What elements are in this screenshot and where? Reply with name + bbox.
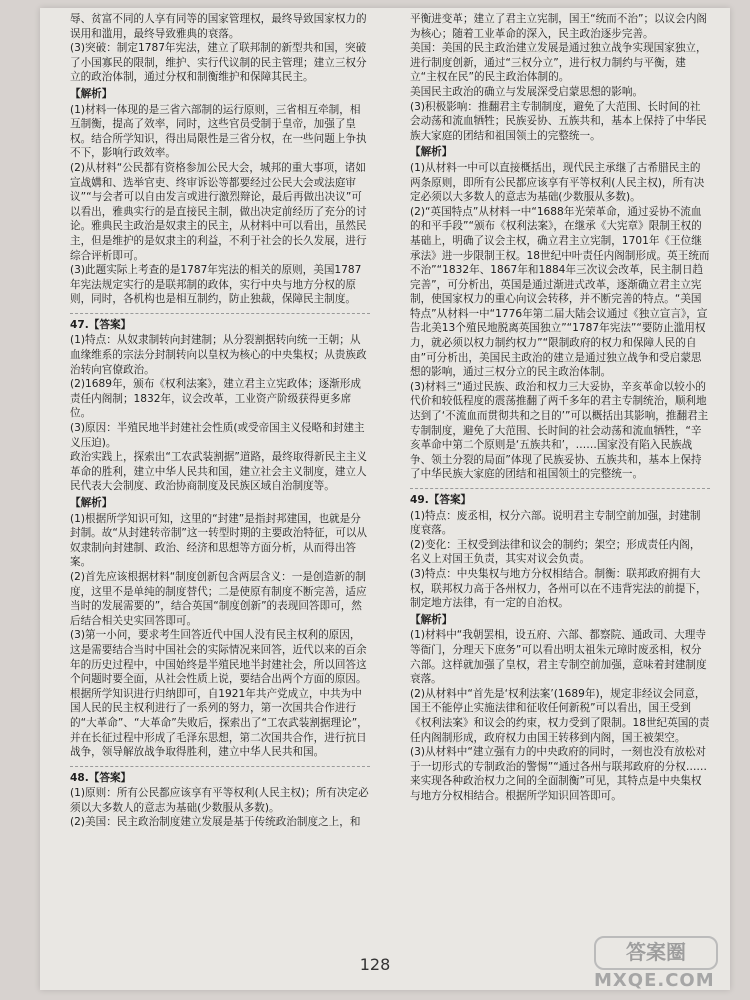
left-column (70, 12, 370, 830)
watermark-brand: 答案圈 (594, 936, 718, 970)
q47-heading (70, 318, 370, 333)
q47-analysis-2: (2)首先应该根据材料“制度创新包含两层含义：一是创造新的制度，这里不是单纯的制度替代；二是使原有制度不断完善，适应当时的发展需要的”，结合英国“制度创新”的表现回答即可，然后结合相关史实回答即可。 (70, 570, 367, 627)
q48-analysis-2: (2)“英国特点”从材料一中“1688年光荣革命，通过妥协不流血的和平手段”“颁布《权利法案》，在继承《大宪章》限制王权的基础上，明确了议会主权，确立君主立宪制，1701年《王位继承法》进一步限制王权。18世纪中叶责任内阁制形成。英王统而不治”“1832年、1867年和1884年三次议会改革，民主制日趋完善”，可分析出，英国是通过渐进式改革，逐渐确立君主立宪制，使国家权力的重心向议会转移，并不断完善的特点。“美国特点”从材料一中“1776年第二届大陆会议通过《独立宣言》，宣告北美13个殖民地脱离英国独立”“1787年宪法”“要防止滥用权力，就必须以权力制约权力”“限制政府的权力和保障人民的自由”可分析出，美国民主政治的建立是通过独立战争和受启蒙思想的影响，通过三权分立的民主政治体制。 (410, 205, 710, 379)
q46-analysis-3: (3)此题实际上考查的是1787年宪法的相关的原则，美国1787年宪法规定实行的是联邦制的政体，实行中央与地方分权的原则，同时，各机构也是相互制约，防止独裁，保障民主制度。 (70, 264, 362, 306)
q49-analysis-label: 【解析】 (410, 613, 453, 626)
q47-analysis-1: (1)根据所学知识可知，这里的“封建”是指封邦建国，也就是分封制。故“从封建转帝制”这一转型时期的主要政治特征，可以从奴隶制向封建制、政治、经济和思想等方面分析，从而得出答案。 (70, 512, 368, 569)
q48-answer-cont-3: 美国民主政治的确立与发展深受启蒙思想的影响。 (410, 85, 644, 98)
q47-answer-label: 【答案】 (88, 318, 132, 331)
q48-number: 48. (70, 771, 89, 784)
q46-analysis-label: 【解析】 (70, 87, 113, 100)
q49-analysis-2: (2)从材料中“首先是‘权利法案’(1689年)，规定非经议会同意，国王不能停止实施法律和征收任何新税”可以看出，国王受到《权利法案》和议会的约束，权力受到了限制。18世纪英国的责任内阁制形成，政府权力由国王转移到内阁，国王被架空。 (410, 687, 710, 744)
watermark-url: MXQE.COM (594, 970, 715, 991)
q48-answer-label: 【答案】 (88, 771, 132, 784)
q49-heading (410, 493, 710, 508)
q49-answer-3: (3)特点：中央集权与地方分权相结合。制衡：联邦政府拥有大权，联邦权力高于各州权力，各州可以在不违背宪法的前提下，制定地方法律，有一定的自治权。 (410, 567, 707, 610)
q48-answer-cont-2: 美国：美国的民主政治建立发展是通过独立战争实现国家独立，进行制度创新，通过“三权分立”，进行权力制约与平衡，建立“主权在民”的民主政治体制的。 (410, 42, 707, 84)
q47-answer-1: (1)特点：从奴隶制转向封建制；从分裂割据转向统一王朝；从血缘维系的宗法分封制转向以皇权为核心的中央集权；从贵族政治转向官僚政治。 (70, 334, 367, 376)
q49-answer-label: 【答案】 (428, 494, 472, 506)
separator (70, 313, 370, 314)
q48-analysis-1: (1)从材料一中可以直接概括出，现代民主承继了古希腊民主的两条原则，即所有公民都应该享有平等权利(人民主权)，所有决定必须以大多数人的意志为基础(少数服从多数)。 (410, 161, 705, 204)
q47-answer-4: 政治实践上，探索出“工农武装割据”道路，最终取得新民主主义革命的胜利，建立中华人民共和国，建立社会主义制度，建立人民代表大会制度、政治协商制度及民族区域自治制度等。 (70, 451, 368, 493)
q49-analysis-1: (1)材料中“我朝罢相，设五府、六部、都察院、通政司、大理寺等衙门，分理天下庶务”可以看出明太祖朱元璋时废丞相，权分六部。这样就加强了皇权，君主专制空前加强，意味着封建制度衰落。 (410, 629, 707, 686)
q48-heading (70, 771, 370, 786)
separator (70, 766, 370, 767)
q47-answer-2: (2)1689年，颁布《权利法案》，建立君主立宪政体；逐渐形成责任内阁制；1832年，议会改革，工业资产阶级获得更多席位。 (70, 378, 361, 420)
q47-number: 47. (70, 318, 89, 331)
q46-answer-part-2: 辱、贫富不同的人享有同等的国家管理权，最终导致国家权力的误用和滥用，最终导致雅典的衰落。 (70, 13, 367, 40)
q48-answer-cont-1: 平衡进变革；建立了君主立宪制，国王“统而不治”；以议会内阁为核心；随着工业革命的深入，民主政治逐步完善。 (410, 13, 708, 40)
q47-analysis-3: (3)第一小问，要求考生回答近代中国人没有民主权利的原因，这是需要结合当时中国社会的实际情况来回答，近代以来的百余年的历史过程中，中国始终是半殖民地半封建社会，所以回答这个问题时要全面，从社会性质上说，要结合出两个方面的原因。根据所学知识进行归纳即可，自1921年共产党成立，中共为中国人民的民主权利进行了一系列的努力，第一次国共合作进行的“大革命”、“大革命”失败后，探索出了“工农武装割据理论”，并在长征过程中形成了毛泽东思想，第二次国共合作，进行抗日战争，领导解放战争取得胜利，建立中华人民共和国。 (70, 629, 368, 759)
q47-analysis-label: 【解析】 (70, 497, 113, 509)
q49-analysis-3: (3)从材料中“建立强有力的中央政府的同时，一刻也没有放松对于一切形式的专制政治的警惕”“通过各州与联邦政府的分权……来实现各种政治权力之间的全面制衡”可见，其特点是中央集权与地方分权相结合。根据所学知识回答即可。 (410, 746, 708, 802)
page-number: 128 (359, 955, 391, 974)
separator (410, 488, 710, 489)
watermark-logo (594, 936, 714, 992)
q48-answer-cont-4: (3)积极影响：推翻君主专制制度，避免了大范围、长时间的社会动荡和流血牺牲；民族妥协、五族共和，基本上保持了中华民族大家庭的团结和祖国领土的完整统一。 (410, 100, 707, 142)
q47-answer-3: (3)原因：半殖民地半封建社会性质(或受帝国主义侵略和封建主义压迫)。 (70, 422, 365, 449)
q49-answer-2: (2)变化：王权受到法律和议会的制约；架空；形成责任内阁，名义上对国王负责，其实对议会负责。 (410, 538, 701, 566)
q46-analysis-2: (2)从材料“公民都有资格参加公民大会，城邦的重大事项，诸如宣战媾和、选举官吏、终审诉讼等都要经过公民大会或法庭审议”“与会者可以自由发言或进行激烈辩论，最后再做出决议”可以看出，雅典实行的是直接民主制，做出决定前经历了充分的讨论。雅典民主政治是奴隶主的民主，从材料中可以看出，虽然民主，但是维护的是奴隶主的利益，不利于社会的长久发展，进行综合评析即可。 (70, 161, 367, 262)
q46-analysis-1: (1)材料一体现的是三省六部制的运行原则，三省相互牵制，相互制衡，提高了效率，同时，这些官员受制于皇帝，加强了皇权。结合所学知识，得出局限性是三省分权，在一些问题上争执不下，影响行政效率。 (70, 103, 367, 160)
q46-answer-part-3: (3)突破：制定1787年宪法，建立了联邦制的新型共和国，突破了小国寡民的限制，维护、实行代议制的民主管理；建立三权分立的政治体制，通过分权和制衡维护和保障其民主。 (70, 42, 367, 84)
q48-answer-1: (1)原则：所有公民都应该享有平等权利(人民主权)；所有决定必须以大多数人的意志为基础(少数服从多数)。 (70, 787, 369, 814)
q49-answer-1: (1)特点：废丞相，权分六部。说明君主专制空前加强，封建制度衰落。 (410, 509, 701, 537)
q48-analysis-3: (3)材料三“通过民族、政治和权力三大妥协，辛亥革命以较小的代价和较低程度的震荡推翻了两千多年的君主专制统治，顺利地达到了‘不流血而贯彻共和之目的’”可以概括出其影响，推翻君主专制制度，避免了大范围、长时间的社会动荡和流血牺牲，“辛亥革命中第二个原则是‘五族共和’，……国家没有陷入民族战争、领土分裂的局面”体现了民族妥协、五族共和，基本上保持了中华民族大家庭的团结和祖国领土的完整统一。 (410, 380, 709, 481)
right-column (410, 12, 710, 803)
q48-answer-2: (2)美国：民主政治制度建立发展是基于传统政治制度之上，和 (70, 816, 361, 829)
q49-number: 49. (410, 494, 429, 506)
q48-analysis-label: 【解析】 (410, 146, 453, 159)
